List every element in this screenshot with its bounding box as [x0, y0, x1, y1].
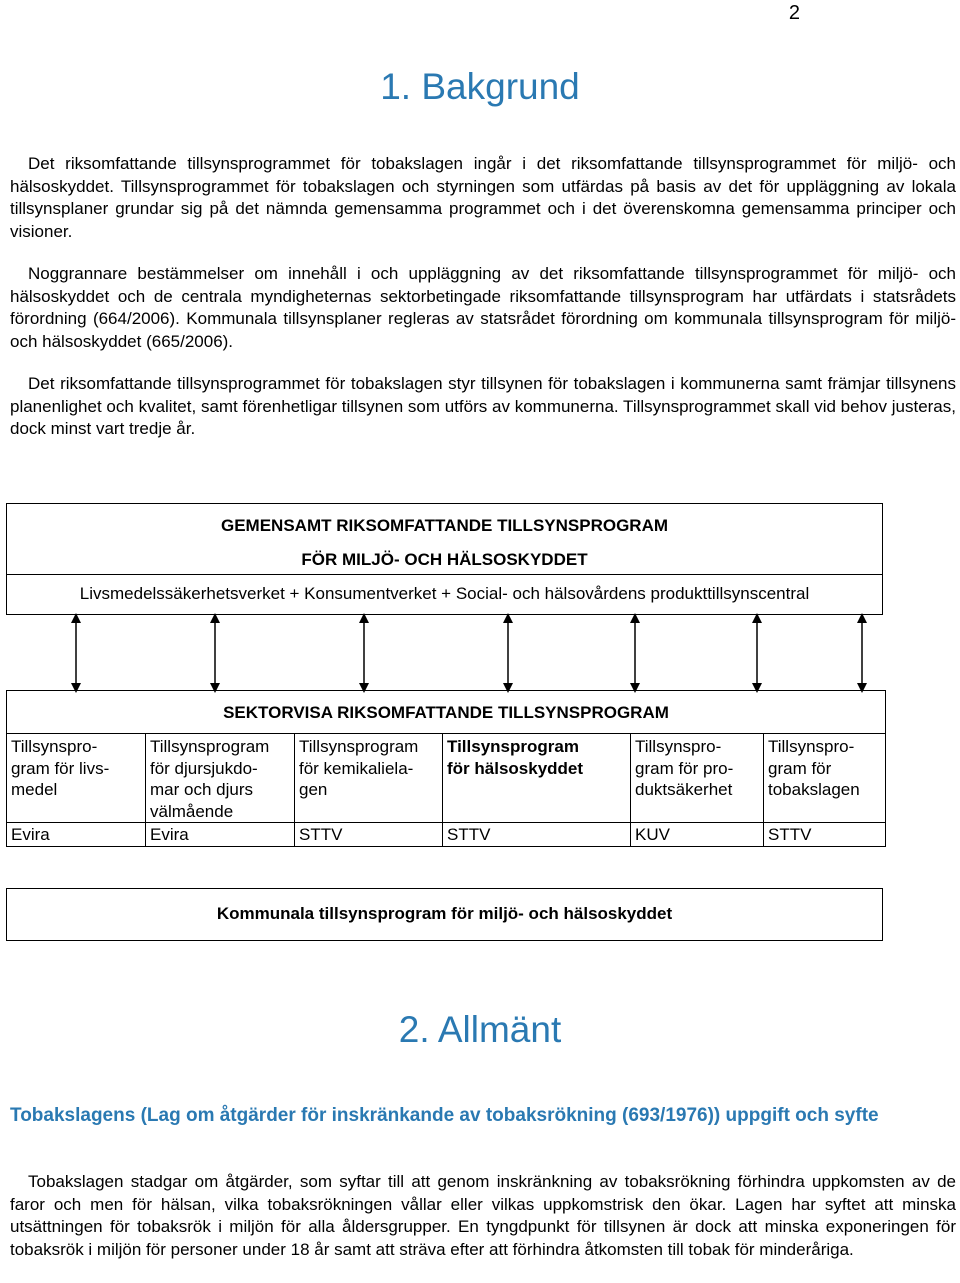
sector-title: SEKTORVISA RIKSOMFATTANDE TILLSYNSPROGRAM — [223, 703, 669, 722]
agency-health-protection: STTV — [447, 825, 491, 844]
municipal-program-box — [6, 888, 883, 941]
sector-programs-table — [6, 690, 958, 847]
section1-paragraph-3: Det riksomfattande tillsynsprogrammet för tobakslagen styr tillsynen för tobakslagen i kommunerna samt främjar tillsynens planenlighet och kvalitet, samt förenhetligar tillsynen som utförs av kommunerna. Tillsynsprogrammet skall vid behov justeras, dock minst vart tredje år. — [10, 374, 956, 439]
common-program-box — [6, 503, 883, 615]
section1-paragraph-1: Det riksomfattande tillsynsprogrammet för tobakslagen ingår i det riksomfattande tillsynsprogrammet för miljö- och hälsoskyddet. Tillsynsprogrammet för tobakslagen och styrningen som utfärdas på basis av det för uppläggning av lokala tillsynsplaner grundar sig på det nämnda gemensamma programmet och i det överenskomna gemensamma principer och visioner. — [10, 154, 956, 241]
program-food: Tillsynspro- gram för livs- medel — [11, 737, 110, 799]
section2-paragraph: Tobakslagen stadgar om åtgärder, som syftar till att genom inskränkning av tobaksrökning förhindra uppkomsten av de faror och men för hälsan, vilka tobaksrökningen vållar eller vilkas uppkomstrisk den ökar. Lagen har syftet att minska utsättningen för tobaksrök i miljön för alla åldersgrupper. En tyngdpunkt för tillsynen är dock att minska exponeringen för tobaksrök i miljön för personer under 18 år samt att sträva efter att förhindra åtkomsten till tobak för minderåriga. — [10, 1172, 956, 1259]
common-program-title-line2: FÖR MILJÖ- OCH HÄLSOSKYDDET — [301, 550, 588, 569]
section1-paragraph-2: Noggrannare bestämmelser om innehåll i och uppläggning av det riksomfattande tillsynsprogrammet för miljö- och hälsoskyddet och de centrala myndigheternas sektorbetingade riksomfattande tillsynsprogram har utfärdats i statsrådets förordning (664/2006). Kommunala tillsynsplaner regleras av statsrådet förordning om kommunala tillsynsprogram för miljö- och hälsoskyddet (665/2006). — [10, 264, 956, 351]
program-chemicals: Tillsynsprogram för kemikaliela- gen — [299, 737, 419, 799]
section2-subtitle: Tobakslagens (Lag om åtgärder för inskränkande av tobaksrökning (693/1976)) uppgift och syfte — [10, 1105, 879, 1126]
section2-title: 2. Allmänt — [398, 1009, 562, 1050]
agency-product-safety: KUV — [635, 825, 670, 844]
agency-animal-disease: Evira — [150, 825, 189, 844]
page-number: 2 — [788, 2, 800, 24]
arrows-connector — [0, 612, 960, 694]
program-tobacco: Tillsynspro- gram för tobakslagen — [768, 737, 860, 799]
agency-food: Evira — [11, 825, 50, 844]
program-health-protection: Tillsynsprogram för hälsoskyddet — [447, 737, 584, 778]
agency-chemicals: STTV — [299, 825, 343, 844]
section1-title: 1. Bakgrund — [380, 66, 580, 107]
program-animal-disease: Tillsynsprogram för djursjukdo- mar och djurs välmående — [150, 737, 270, 821]
municipal-program-title: Kommunala tillsynsprogram för miljö- och hälsoskyddet — [216, 904, 673, 923]
common-program-agencies: Livsmedelssäkerhetsverket + Konsumentverket + Social- och hälsovårdens produkttillsynscentral — [79, 584, 810, 603]
program-product-safety: Tillsynspro- gram för pro- duktsäkerhet — [635, 737, 734, 799]
agency-tobacco: STTV — [768, 825, 812, 844]
common-program-title-line1: GEMENSAMT RIKSOMFATTANDE TILLSYNSPROGRAM — [220, 516, 669, 535]
sector-title-box — [6, 690, 886, 734]
